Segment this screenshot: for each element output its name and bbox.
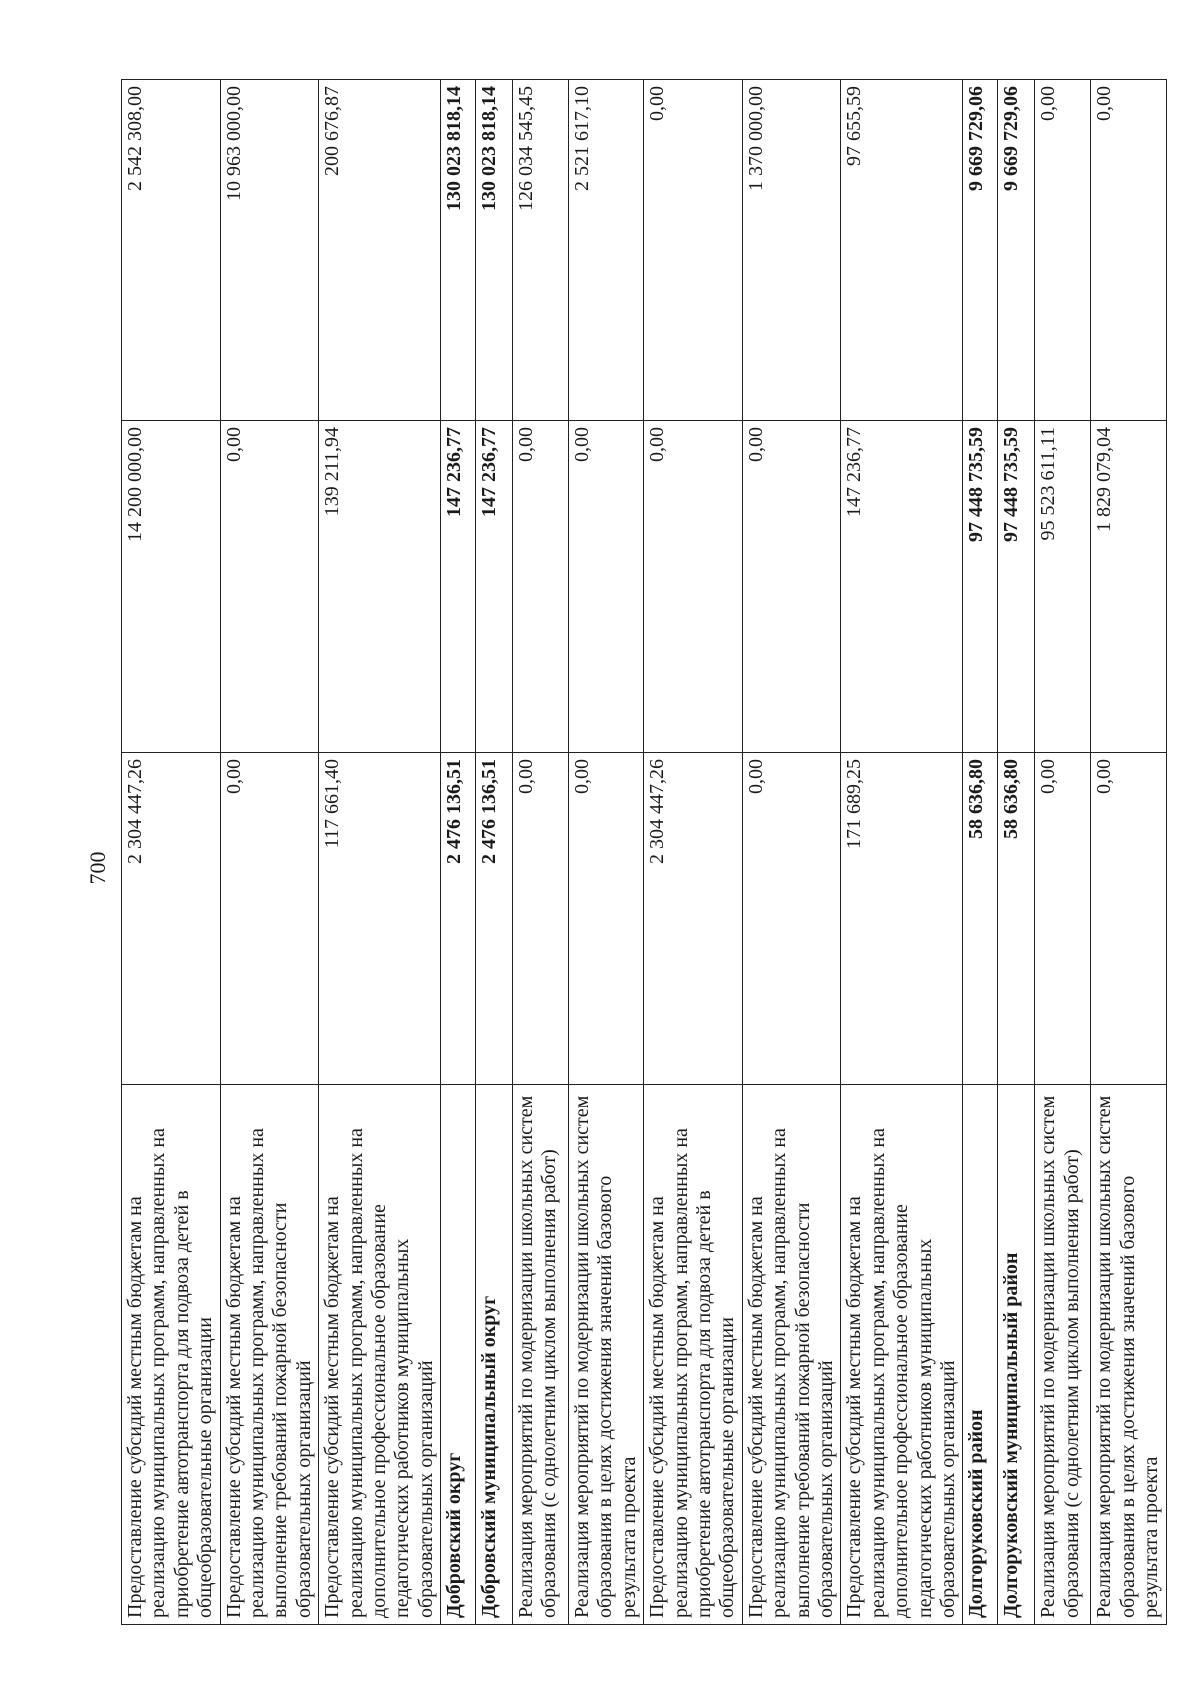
row-value-2-cell: 147 236,77 <box>441 421 476 753</box>
row-value-3-cell: 9 669 729,06 <box>998 80 1035 421</box>
table-row <box>1035 80 1091 1625</box>
row-value-2-cell: 147 236,77 <box>841 421 963 753</box>
row-value-1-cell: 2 304 447,26 <box>122 753 221 1085</box>
row-name-cell: Предоставление субсидий местным бюджетам на реализацию муниципальных программ, направленных на выполнение требований пожарной безопасности образовательных организаций <box>742 1085 841 1625</box>
row-value-3-cell: 2 542 308,00 <box>122 80 221 421</box>
row-name-cell: Добровский округ <box>441 1085 476 1625</box>
row-name-cell: Предоставление субсидий местным бюджетам на реализацию муниципальных программ, направленных на дополнительное профессиональное образование педагогических работников муниципальных образовательных организаций <box>319 1085 441 1625</box>
row-value-1-cell: 0,00 <box>513 753 569 1085</box>
table-row <box>742 80 841 1625</box>
row-value-2-cell: 0,00 <box>513 421 569 753</box>
row-name-cell: Добровский муниципальный округ <box>476 1085 513 1625</box>
row-value-2-cell: 0,00 <box>644 421 743 753</box>
row-value-2-cell: 0,00 <box>742 421 841 753</box>
table-row <box>513 80 569 1625</box>
row-name-cell: Предоставление субсидий местным бюджетам на реализацию муниципальных программ, направленных на приобретение автотранспорта для подвоза детей в общеобразовательные организации <box>122 1085 221 1625</box>
row-value-3-cell: 200 676,87 <box>319 80 441 421</box>
budget-table <box>121 79 1167 1625</box>
row-name-cell: Реализация мероприятий по модернизации школьных систем образования (с однолетним циклом выполнения работ) <box>1035 1085 1091 1625</box>
row-name-cell: Предоставление субсидий местным бюджетам на реализацию муниципальных программ, направленных на выполнение требований пожарной безопасности образовательных организаций <box>220 1085 319 1625</box>
table-row <box>122 80 221 1625</box>
row-value-3-cell: 2 521 617,10 <box>569 80 644 421</box>
rotated-table-container <box>121 80 1163 1625</box>
row-name-cell: Долгоруковский муниципальный район <box>998 1085 1035 1625</box>
row-value-1-cell: 2 476 136,51 <box>476 753 513 1085</box>
row-value-3-cell: 0,00 <box>1035 80 1091 421</box>
row-value-1-cell: 117 661,40 <box>319 753 441 1085</box>
row-value-2-cell: 1 829 079,04 <box>1091 421 1166 753</box>
row-value-3-cell: 130 023 818,14 <box>476 80 513 421</box>
table-row <box>998 80 1035 1625</box>
row-value-1-cell: 2 304 447,26 <box>644 753 743 1085</box>
row-value-1-cell: 0,00 <box>1091 753 1166 1085</box>
table-row <box>476 80 513 1625</box>
row-value-2-cell: 14 200 000,00 <box>122 421 221 753</box>
row-value-3-cell: 0,00 <box>644 80 743 421</box>
table-row <box>569 80 644 1625</box>
row-value-3-cell: 9 669 729,06 <box>963 80 998 421</box>
row-name-cell: Реализация мероприятий по модернизации школьных систем образования (с однолетним циклом выполнения работ) <box>513 1085 569 1625</box>
row-value-2-cell: 97 448 735,59 <box>963 421 998 753</box>
row-value-2-cell: 139 211,94 <box>319 421 441 753</box>
row-value-1-cell: 58 636,80 <box>963 753 998 1085</box>
row-value-1-cell: 0,00 <box>742 753 841 1085</box>
row-value-2-cell: 147 236,77 <box>476 421 513 753</box>
page-number: 700 <box>85 851 110 885</box>
row-name-cell: Реализация мероприятий по модернизации школьных систем образования в целях достижения значений базового результата проекта <box>569 1085 644 1625</box>
table-row <box>220 80 319 1625</box>
table-row <box>963 80 998 1625</box>
row-value-1-cell: 171 689,25 <box>841 753 963 1085</box>
row-value-3-cell: 97 655,59 <box>841 80 963 421</box>
row-value-2-cell: 0,00 <box>220 421 319 753</box>
row-value-3-cell: 130 023 818,14 <box>441 80 476 421</box>
row-value-2-cell: 97 448 735,59 <box>998 421 1035 753</box>
row-value-1-cell: 0,00 <box>1035 753 1091 1085</box>
budget-table-body <box>122 80 1167 1625</box>
row-name-cell: Предоставление субсидий местным бюджетам на реализацию муниципальных программ, направленных на приобретение автотранспорта для подвоза детей в общеобразовательные организации <box>644 1085 743 1625</box>
row-name-cell: Реализация мероприятий по модернизации школьных систем образования в целях достижения значений базового результата проекта <box>1091 1085 1166 1625</box>
row-value-2-cell: 95 523 611,11 <box>1035 421 1091 753</box>
row-value-3-cell: 1 370 000,00 <box>742 80 841 421</box>
table-row <box>1091 80 1166 1625</box>
row-value-1-cell: 0,00 <box>220 753 319 1085</box>
row-value-1-cell: 2 476 136,51 <box>441 753 476 1085</box>
row-value-3-cell: 0,00 <box>1091 80 1166 421</box>
row-value-2-cell: 0,00 <box>569 421 644 753</box>
table-row <box>841 80 963 1625</box>
row-value-1-cell: 0,00 <box>569 753 644 1085</box>
row-value-3-cell: 10 963 000,00 <box>220 80 319 421</box>
table-row <box>441 80 476 1625</box>
table-row <box>319 80 441 1625</box>
table-row <box>644 80 743 1625</box>
row-value-1-cell: 58 636,80 <box>998 753 1035 1085</box>
row-value-3-cell: 126 034 545,45 <box>513 80 569 421</box>
row-name-cell: Предоставление субсидий местным бюджетам на реализацию муниципальных программ, направленных на дополнительное профессиональное образование педагогических работников муниципальных образовательных организаций <box>841 1085 963 1625</box>
row-name-cell: Долгоруковский район <box>963 1085 998 1625</box>
